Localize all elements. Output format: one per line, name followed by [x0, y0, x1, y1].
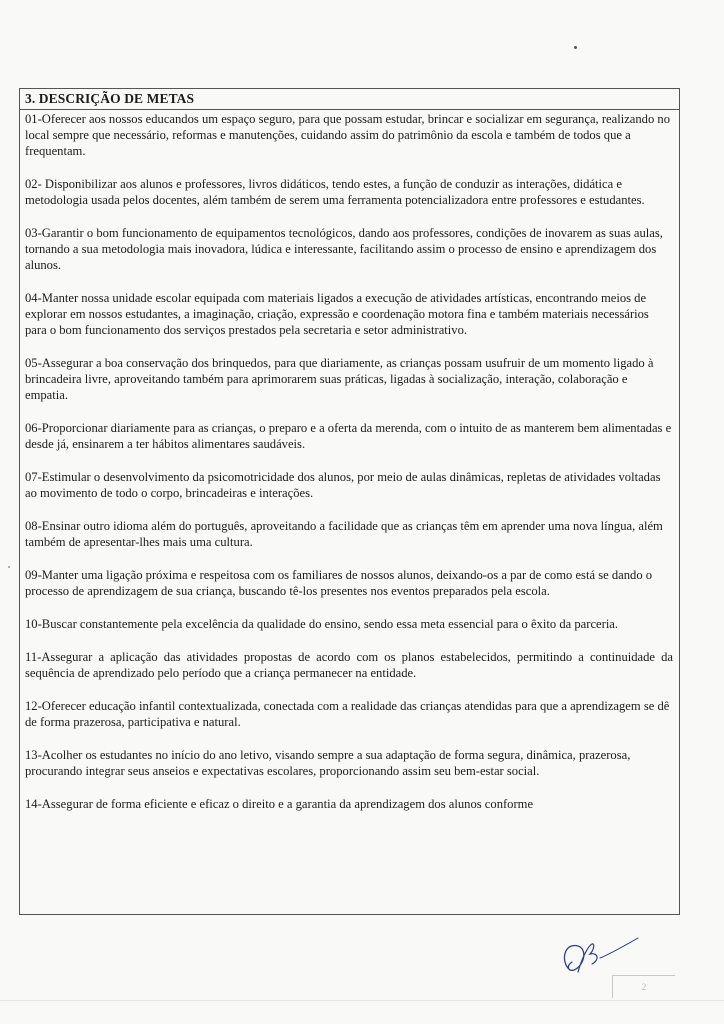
goal-item-05: 05-Assegurar a boa conservação dos brinquedos, para que diariamente, as crianças possam usufruir de um momento ligado à brincadeira livre, aproveitando também para aprimorarem suas práticas, ligadas à socialização, interação, colaboração e empatia. — [25, 356, 654, 402]
goals-list — [20, 110, 679, 812]
goal-item-12: 12-Oferecer educação infantil contextualizada, conectada com a realidade das crianças atendidas para que a aprendizagem se dê de forma prazerosa, participativa e natural. — [25, 699, 670, 729]
scan-speck — [8, 566, 10, 568]
goal-item-09: 09-Manter uma ligação próxima e respeitosa com os familiares de nossos alunos, deixando-os a par de como está se dando o processo de aprendizagem de sua criança, buscando tê-los presentes nos eventos preparados pela escola. — [25, 568, 653, 598]
goal-item-07: 07-Estimular o desenvolvimento da psicomotricidade dos alunos, por meio de aulas dinâmicas, repletas de atividades voltadas ao movimento de todo o corpo, brincadeiras e interações. — [25, 470, 661, 500]
section-heading: 3. DESCRIÇÃO DE METAS — [20, 89, 679, 110]
scan-speck — [574, 46, 577, 49]
goal-item-11: 11-Assegurar a aplicação das atividades propostas de acordo com os planos estabelecidos, permitindo a continuidade da sequência de aprendizado pelo período que a criança permanecer na entidade. — [25, 650, 673, 680]
goal-item-08: 08-Ensinar outro idioma além do português, aproveitando a facilidade que as crianças têm em aprender uma nova língua, além também de apresentar-lhes mais uma cultura. — [25, 519, 663, 549]
goals-table — [19, 88, 680, 915]
goal-item-04: 04-Manter nossa unidade escolar equipada com materiais ligados a execução de atividades artísticas, encontrando meios de explorar em nossos estudantes, a imaginação, criação, expressão e coordenação motora fina e também materiais necessários para o bom funcionamento dos serviços prestados pela secretaria e setor administrativo. — [25, 291, 649, 337]
scan-edge-line — [0, 1000, 724, 1001]
goal-item-13: 13-Acolher os estudantes no início do ano letivo, visando sempre a sua adaptação de forma segura, dinâmica, prazerosa, procurando integrar seus anseios e expectativas escolares, proporcionando assim seu bem-estar social. — [25, 748, 631, 778]
goal-item-03: 03-Garantir o bom funcionamento de equipamentos tecnológicos, dando aos professores, condições de inovarem as suas aulas, tornando a sua metodologia mais inovadora, lúdica e interessante, facilitando assim o processo de ensino e aprendizagem dos alunos. — [25, 226, 663, 272]
goal-item-10: 10-Buscar constantemente pela excelência da qualidade do ensino, sendo essa meta essencial para o êxito da parceria. — [25, 617, 619, 631]
page-number: 2 — [612, 975, 675, 998]
goal-item-14: 14-Assegurar de forma eficiente e eficaz o direito e a garantia da aprendizagem dos alunos conforme — [25, 797, 534, 811]
goal-item-02: 02- Disponibilizar aos alunos e professores, livros didáticos, tendo estes, a função de conduzir as interações, didática e metodologia usada pelos docentes, além também de serem uma ferramenta potencializadora entre professores e estudantes. — [25, 177, 645, 207]
goal-item-01: 01-Oferecer aos nossos educandos um espaço seguro, para que possam estudar, brincar e socializar em segurança, realizando no local sempre que necessário, reformas e manutenções, cuidando assim do patrimônio da escola e também de todos que a frequentam. — [25, 112, 671, 158]
goal-item-06: 06-Proporcionar diariamente para as crianças, o preparo e a oferta da merenda, com o intuito de as manterem bem alimentadas e desde já, ensinarem a ter hábitos alimentares saudáveis. — [25, 421, 672, 451]
